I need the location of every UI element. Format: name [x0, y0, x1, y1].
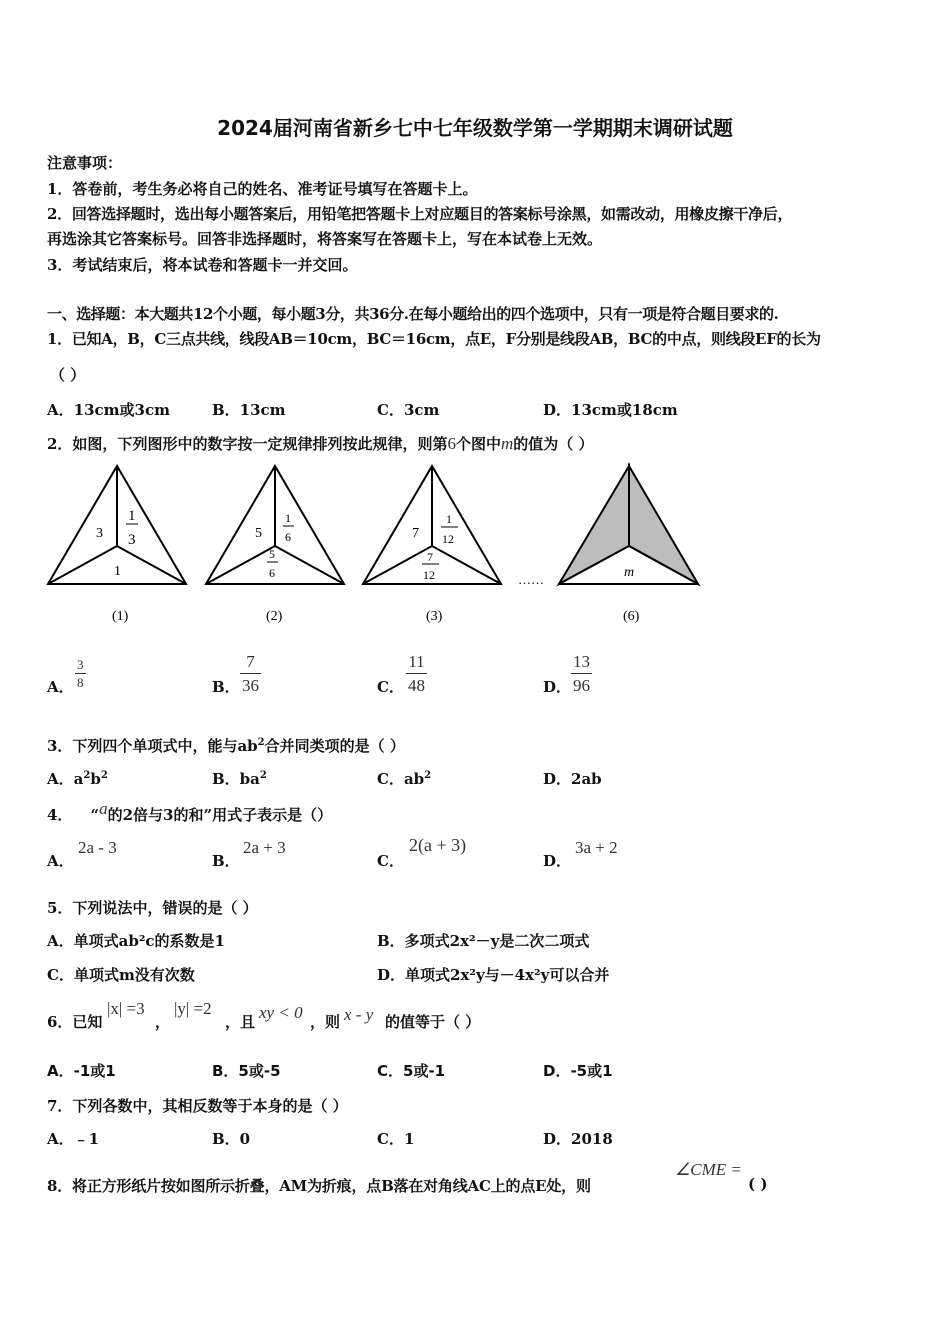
q3-stem — [47, 735, 405, 756]
q4-option-c-label: C． — [377, 852, 404, 870]
q2-option-a-n: 3 — [77, 657, 84, 672]
q3-option-a-mid: b — [90, 770, 101, 788]
q2-stem-a: 2．如图，下列图形中的数字按一定规律排列按此规律，则第 — [47, 435, 448, 453]
q6-sep2: ，且 — [225, 1013, 256, 1031]
q2-option-b-label: B． — [212, 678, 240, 696]
q2-figures — [40, 460, 710, 635]
fig3-bottom-d: 12 — [423, 568, 435, 582]
q3-option-b-s1: 2 — [259, 770, 267, 781]
notice-item-2-cont: 再选涂其它答案标号。回答非选择题时，将答案写在答题卡上，写在本试卷上无效。 — [47, 230, 603, 248]
q2-option-b-d: 36 — [242, 676, 259, 695]
q6-e1: |x| =3 — [107, 999, 145, 1018]
q4-option-a-label: A． — [47, 852, 74, 870]
q2-option-a-label: A． — [47, 678, 74, 696]
q6-sep3: ，则 — [310, 1013, 341, 1031]
q2-option-d-n: 13 — [571, 650, 592, 674]
figure-2 — [206, 466, 344, 624]
q1-option-d: D．13cm或18cm — [543, 401, 678, 419]
q3-option-a-s2: 2 — [100, 770, 108, 781]
q6-option-a: A．-1或1 — [47, 1062, 116, 1080]
q3-option-c-s1: 2 — [424, 770, 432, 781]
fig3-right-n: 1 — [446, 512, 452, 526]
q8-paren: ( ) — [748, 1175, 768, 1193]
q2-n: 6 — [447, 434, 456, 453]
q1-stem: 1．已知A，B，C三点共线，线段AB＝10cm，BC＝16cm，点E，F分别是线段AB，BC的中点，则线段EF的长为 — [47, 330, 821, 348]
q5-option-b: B．多项式2x²－y是二次二项式 — [377, 932, 590, 950]
q8-stem: 8．将正方形纸片按如图所示折叠，AM为折痕，点B落在对角线AC上的点E处，则 — [47, 1177, 591, 1195]
q2-option-b-frac — [240, 650, 261, 697]
fig3-left: 7 — [412, 526, 419, 541]
fig2-caption: (2) — [266, 609, 283, 624]
q3-sup: 2 — [257, 737, 265, 748]
q7-option-a: A．﹣1 — [47, 1130, 100, 1148]
q6-sep1: ， — [155, 1013, 171, 1031]
q3-option-a — [47, 768, 108, 789]
q2-option-a-frac — [75, 656, 86, 691]
fig3-bottom-n: 7 — [427, 550, 433, 564]
q7-option-c: C．1 — [377, 1130, 415, 1148]
q2-option-d-d: 96 — [573, 676, 590, 695]
fig1-bottom: 1 — [114, 564, 121, 579]
q2-stem — [47, 433, 593, 454]
q4-var: a — [99, 799, 108, 818]
q1-paren: （ ） — [50, 366, 86, 384]
q3-option-b — [212, 768, 267, 789]
q6-e2: |y| =2 — [174, 999, 212, 1018]
q7-option-b: B．0 — [212, 1130, 251, 1148]
q2-option-d-frac — [571, 650, 592, 697]
q2-option-c-frac — [406, 650, 427, 697]
fig1-right-n: 1 — [128, 508, 136, 524]
fig2-bottom-d: 6 — [269, 566, 275, 580]
q2-option-c-d: 48 — [408, 676, 425, 695]
q6-e4: x - y — [344, 1005, 374, 1024]
q4-option-a-expr: 2a - 3 — [78, 838, 117, 857]
section-heading: 一、选择题：本大题共12个小题，每小题3分，共36分.在每小题给出的四个选项中，只有一项是符合题目要求的. — [47, 305, 779, 323]
fig2-right-n: 1 — [285, 511, 291, 525]
q1-option-c: C．3cm — [377, 401, 440, 419]
q5-option-d: D．单项式2x²y与－4x²y可以合并 — [377, 966, 610, 984]
q3-option-c — [377, 768, 431, 789]
notice-heading: 注意事项： — [47, 154, 123, 172]
notice-item-3: 3．考试结束后，将本试卷和答题卡一并交回。 — [47, 256, 358, 274]
q4-option-d-expr: 3a + 2 — [575, 838, 618, 857]
fig1-caption: (1) — [112, 609, 129, 624]
fig6-caption: (6) — [623, 609, 640, 624]
q4-num: 4． — [47, 806, 73, 824]
figures-ellipsis: …… — [518, 572, 544, 587]
figure-6 — [559, 466, 698, 624]
fig2-bottom-n: 5 — [269, 547, 275, 561]
q4-option-b-label: B． — [212, 852, 240, 870]
q3-option-a-s1: 2 — [83, 770, 91, 781]
q3-option-c-label: C．ab — [377, 770, 425, 788]
notice-item-1: 1．答卷前，考生务必将自己的姓名、准考证号填写在答题卡上。 — [47, 180, 478, 198]
fig2-right-d: 6 — [285, 530, 291, 544]
fig6-bottom: m — [624, 565, 635, 580]
q1-option-b: B．13cm — [212, 401, 286, 419]
q6-e3: xy < 0 — [259, 1003, 303, 1022]
q3-option-b-label: B．ba — [212, 770, 260, 788]
fig1-left: 3 — [96, 526, 103, 541]
q2-option-d-label: D． — [543, 678, 572, 696]
q5-stem: 5．下列说法中，错误的是（ ） — [47, 899, 258, 917]
q4-stem-text: 的2倍与3的和”用式子表示是（） — [107, 806, 333, 824]
q6-num: 6．已知 — [47, 1013, 103, 1031]
fig3-caption: (3) — [426, 609, 443, 624]
q3-stem-a: 3．下列四个单项式中，能与ab — [47, 737, 258, 755]
q1-option-a: A．13cm或3cm — [47, 401, 170, 419]
q2-stem-c: 的值为（ ） — [513, 435, 594, 453]
q2-option-a-d: 8 — [77, 675, 84, 690]
figure-1 — [48, 466, 186, 624]
q8-expr: ∠CME = — [675, 1160, 742, 1179]
q5-option-c: C．单项式m没有次数 — [47, 966, 195, 984]
q4-quote: “ — [90, 806, 100, 824]
q2-stem-b: 个图中 — [455, 435, 501, 453]
fig3-right-d: 12 — [442, 532, 454, 546]
q4-option-d-label: D． — [543, 852, 572, 870]
q3-option-d: D．2ab — [543, 770, 602, 788]
q6-option-b: B．5或-5 — [212, 1062, 281, 1080]
q4-option-c-expr: 2(a + 3) — [409, 835, 467, 855]
q2-option-c-label: C． — [377, 678, 404, 696]
figure-3 — [363, 466, 501, 624]
q6-tail: 的值等于（ ） — [385, 1013, 481, 1031]
q2-var: m — [500, 434, 514, 453]
q6-option-d: D．-5或1 — [543, 1062, 613, 1080]
q4-option-b-expr: 2a + 3 — [243, 838, 286, 857]
q7-stem: 7．下列各数中，其相反数等于本身的是（ ） — [47, 1097, 348, 1115]
q6-option-c: C．5或-1 — [377, 1062, 446, 1080]
page-title: 2024届河南省新乡七中七年级数学第一学期期末调研试题 — [217, 116, 733, 140]
q3-option-a-label: A．a — [47, 770, 84, 788]
q5-option-a: A．单项式ab²c的系数是1 — [47, 932, 225, 950]
q3-stem-b: 合并同类项的是（ ） — [264, 737, 405, 755]
q2-option-c-n: 11 — [406, 650, 427, 674]
fig1-right-d: 3 — [128, 532, 136, 548]
q4-stem — [47, 799, 333, 825]
q2-option-b-n: 7 — [240, 650, 261, 674]
notice-item-2: 2．回答选择题时，选出每小题答案后，用铅笔把答题卡上对应题目的答案标号涂黑，如需改动，用橡皮擦干净后， — [47, 205, 793, 223]
fig2-left: 5 — [255, 526, 262, 541]
q7-option-d: D．2018 — [543, 1130, 613, 1148]
